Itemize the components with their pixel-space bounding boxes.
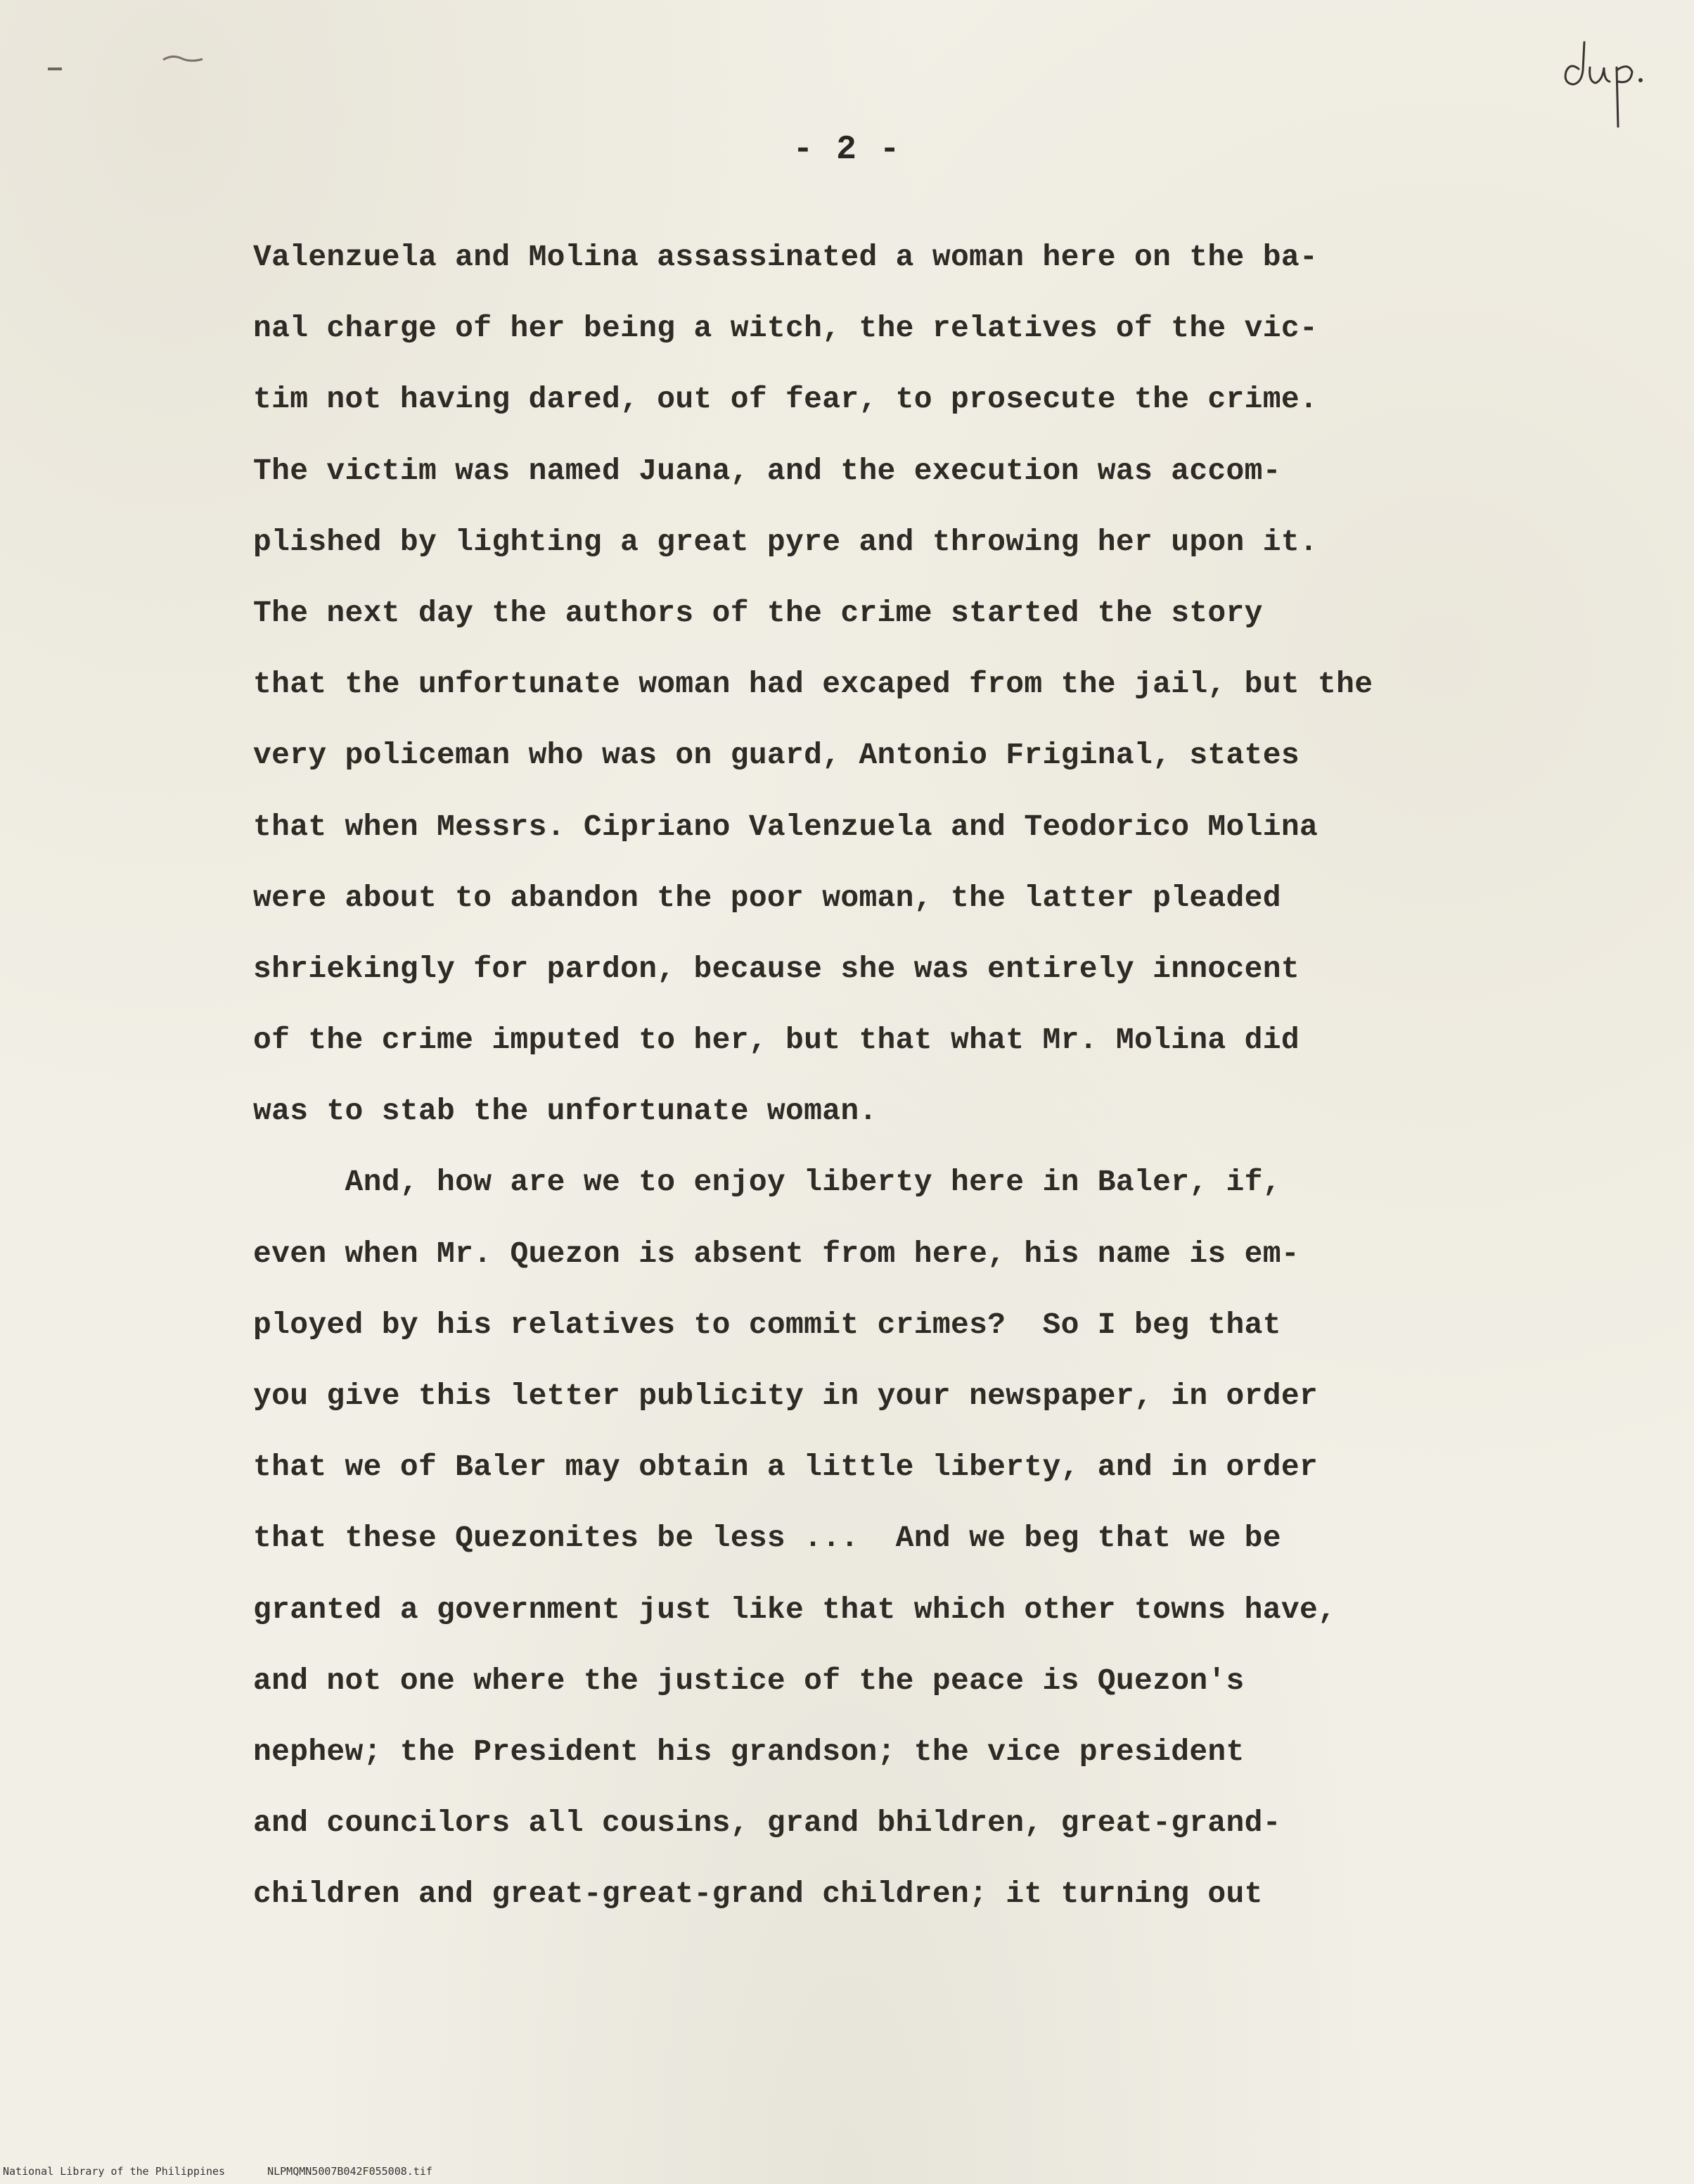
text-line: that these Quezonites be less ... And we beg that we be [253,1521,1281,1556]
text-line: of the crime imputed to her, but that what Mr. Molina did [253,1023,1300,1058]
text-line: nephew; the President his grandson; the vice president [253,1734,1245,1769]
text-line: And, how are we to enjoy liberty here in Baler, if, [253,1165,1281,1200]
handwritten-dup-mark [1558,28,1663,134]
footer-file-id: NLPMQMN5007B042F055008.tif [267,2165,432,2178]
text-line: and councilors all cousins, grand bhildren, great-grand- [253,1806,1281,1841]
text-line: plished by lighting a great pyre and throwing her upon it. [253,524,1318,559]
text-line: you give this letter publicity in your newspaper, in order [253,1379,1318,1413]
text-line: that the unfortunate woman had excaped from the jail, but the [253,667,1373,702]
handwritten-annotation [1558,28,1663,134]
text-line: that we of Baler may obtain a little liberty, and in order [253,1450,1318,1485]
text-line: were about to abandon the poor woman, the latter pleaded [253,880,1281,915]
text-line: very policeman who was on guard, Antonio Friginal, states [253,738,1300,773]
scan-footer [3,2165,475,2178]
text-line: granted a government just like that which other towns have, [253,1592,1337,1627]
text-line: tim not having dared, out of fear, to prosecute the crime. [253,382,1318,417]
text-line: The victim was named Juana, and the execution was accom- [253,453,1281,488]
page-number: - 2 - [793,131,901,169]
text-line: The next day the authors of the crime started the story [253,595,1263,630]
text-line: nal charge of her being a witch, the relatives of the vic- [253,311,1318,346]
paper-mark [48,68,62,70]
ink-smudge [162,53,204,65]
text-line: shriekingly for pardon, because she was entirely innocent [253,951,1300,986]
text-line: ployed by his relatives to commit crimes? So I beg that [253,1307,1281,1342]
text-line: that when Messrs. Cipriano Valenzuela and Teodorico Molina [253,809,1318,844]
text-line: children and great-great-grand children; it turning out [253,1877,1263,1912]
body-text [253,236,1392,1945]
text-line: even when Mr. Quezon is absent from here, his name is em- [253,1236,1300,1271]
footer-library: National Library of the Philippines [3,2165,226,2178]
text-line: Valenzuela and Molina assassinated a woman here on the ba- [253,240,1318,274]
text-line: was to stab the unfortunate woman. [253,1094,878,1129]
text-line: and not one where the justice of the peace is Quezon's [253,1663,1245,1698]
